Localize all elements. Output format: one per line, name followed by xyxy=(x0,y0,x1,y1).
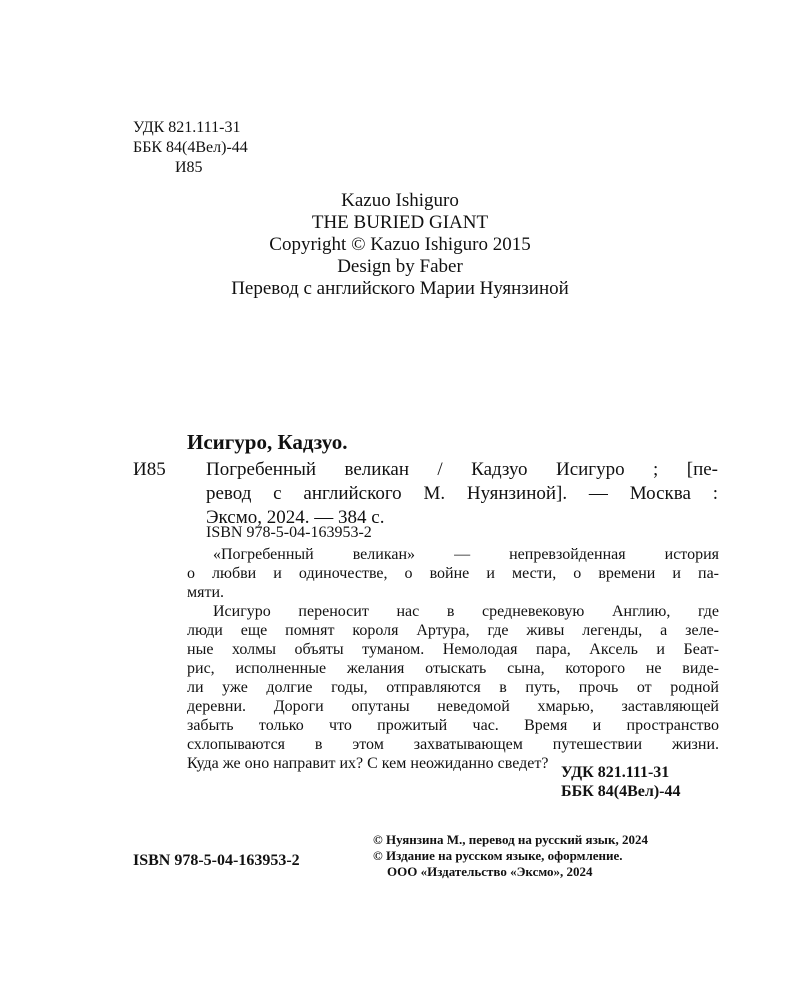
original-author: Kazuo Ishiguro xyxy=(341,190,459,211)
catalog-author-mark: И85 xyxy=(133,459,166,480)
annotation-line: о любви и одиночестве, о войне и мести, о времени и па- xyxy=(187,565,719,582)
bottom-classification xyxy=(561,763,681,801)
bbk-code: ББК 84(4Вел)-44 xyxy=(133,139,248,156)
translation-credit: Перевод с английского Марии Нуянзиной xyxy=(231,278,569,299)
catalog-description xyxy=(206,458,718,530)
annotation-line: ные холмы объяты туманом. Немолодая пара, Аксель и Беат- xyxy=(187,641,719,658)
annotation-line: люди еще помнят короля Артура, где живы легенды, а зеле- xyxy=(187,622,719,639)
annotation-line: Исигуро переносит нас в средневековую Англию, где xyxy=(213,603,719,620)
udk-code: УДК 821.111-31 xyxy=(133,119,241,136)
edition-copyright: © Издание на русском языке, оформление. xyxy=(373,848,623,863)
translation-copyright: © Нуянзина М., перевод на русский язык, 2024 xyxy=(373,832,648,847)
catalog-description-line: Погребенный великан / Кадзуо Исигуро ; [пе- xyxy=(206,459,718,480)
publisher-copyright: ООО «Издательство «Эксмо», 2024 xyxy=(387,864,593,879)
annotation-line: забыть только что прожитый час. Время и пространство xyxy=(187,717,719,734)
annotation-line: ли уже долгие годы, отправляются в путь, прочь от родной xyxy=(187,679,719,696)
annotation-line: деревни. Дороги опутаны неведомой хмарью, заставляющей xyxy=(187,698,719,715)
annotation-line: мяти. xyxy=(187,584,225,601)
original-copyright: Copyright © Kazuo Ishiguro 2015 xyxy=(269,234,531,255)
annotation-line: рис, исполненные желания отыскать сына, которого не виде- xyxy=(187,660,719,677)
cover-design-credit: Design by Faber xyxy=(337,256,463,277)
original-edition-info xyxy=(0,190,800,300)
catalog-author-heading: Исигуро, Кадзуо. xyxy=(187,430,348,454)
catalog-description-line: ревод с английского М. Нуянзиной]. — Москва : xyxy=(206,483,718,504)
copyright-notices xyxy=(373,832,648,880)
annotation-line: Куда же оно направит их? С кем неожиданно сведет? xyxy=(187,755,549,772)
catalog-isbn: ISBN 978-5-04-163953-2 xyxy=(206,524,372,541)
annotation-line: «Погребенный великан» — непревзойденная история xyxy=(213,546,719,563)
original-title: THE BURIED GIANT xyxy=(311,212,489,233)
bottom-udk: УДК 821.111-31 xyxy=(561,764,670,781)
annotation-line: схлопываются в этом захватывающем путешествии жизни. xyxy=(187,736,719,753)
catalog-description-line: Эксмо, 2024. — 384 с. xyxy=(206,507,385,528)
classification-block xyxy=(133,118,248,178)
bottom-isbn: ISBN 978-5-04-163953-2 xyxy=(133,852,300,869)
annotation xyxy=(187,545,719,773)
bottom-bbk: ББК 84(4Вел)-44 xyxy=(561,783,681,800)
author-mark: И85 xyxy=(175,159,203,176)
